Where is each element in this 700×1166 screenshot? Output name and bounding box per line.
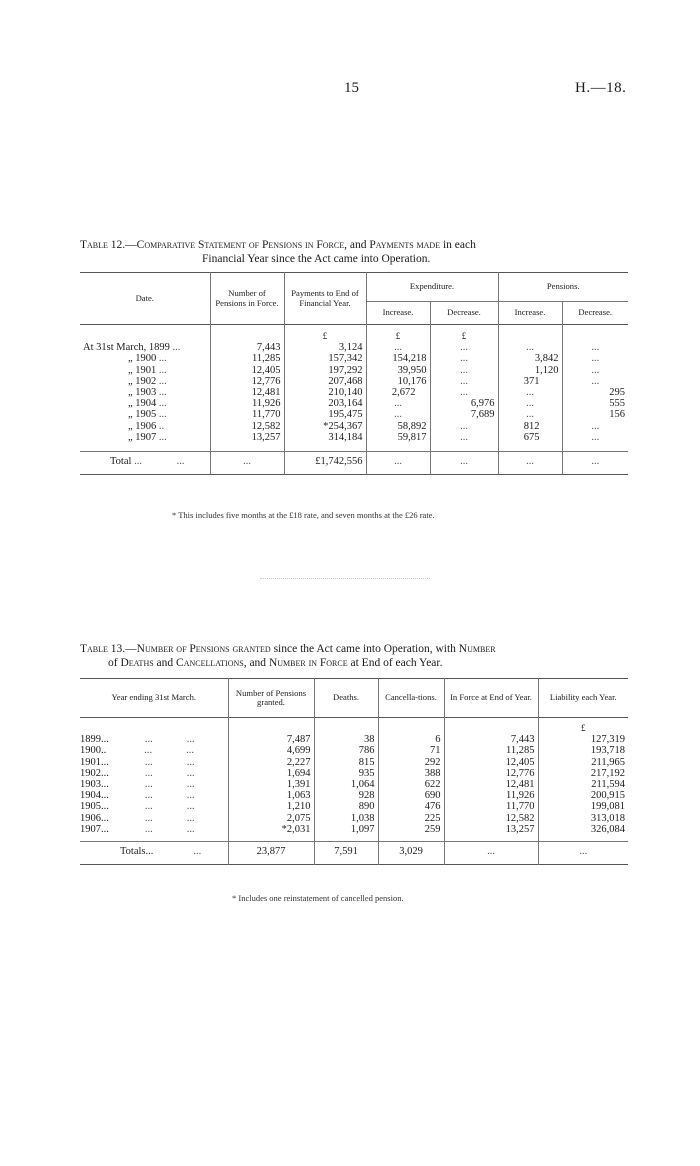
divider xyxy=(260,578,430,579)
table13-title-line2: of Deaths and Cancellations, and Number in Force at End of each Year. xyxy=(108,657,443,669)
table-row: 1903... ... ... 1,391 1,064 622 12,481 211,594 xyxy=(80,779,628,790)
table-row: 1905... ... ... 1,210 890 476 11,770 199,081 xyxy=(80,801,628,812)
table13-title: Table 13.—Number of Pensions granted since the Act came into Operation, with Number of Deaths and Cancellations, and Number in Force at End of each Year. xyxy=(80,642,640,670)
table13-header-cancellations: Cancella-tions. xyxy=(378,679,444,718)
table12-footnote: * This includes five months at the £18 rate, and seven months at the £26 rate. xyxy=(172,510,435,520)
table-row: „ 1903 ... 12,481 210,140 2,672 ... ... 295 xyxy=(80,387,628,398)
table-row: „ 1902 ... 12,776 207,468 10,176 ... 371 ... xyxy=(80,376,628,387)
table13-total-row: Totals... ... 23,877 7,591 3,029 ... ... xyxy=(80,842,628,865)
table12-header-pen-decrease: Decrease. xyxy=(562,302,628,325)
table12-header-pensions: Pensions. xyxy=(498,273,628,302)
table-row: „ 1901 ... 12,405 197,292 39,950 ... 1,120 ... xyxy=(80,365,628,376)
table13-unit-row: £ xyxy=(80,718,628,735)
table12-unit-row: £ £ £ xyxy=(80,325,628,343)
table-row: 1906... ... ... 2,075 1,038 225 12,582 313,018 xyxy=(80,813,628,824)
table-row: „ 1907 ... 13,257 314,184 59,817 ... 675 ... xyxy=(80,432,628,452)
document-reference: H.—18. xyxy=(575,80,627,96)
table12-header-number: Number of Pensions in Force. xyxy=(210,273,284,325)
table-row: 1900.. ... ... 4,699 786 71 11,285 193,718 xyxy=(80,745,628,756)
table-row: 1899... ... ... 7,487 38 6 7,443 127,319 xyxy=(80,734,628,745)
table12-header-pen-increase: Increase. xyxy=(498,302,562,325)
table12-header-payments: Payments to End of Financial Year. xyxy=(284,273,366,325)
table13-header-granted: Number of Pensions granted. xyxy=(228,679,314,718)
table12-title-line2: Financial Year since the Act came into Operation. xyxy=(202,253,431,265)
table-row: „ 1904 ... 11,926 203,164 ... 6,976 ... 555 xyxy=(80,398,628,409)
table-row: 1907... ... ... *2,031 1,097 259 13,257 326,084 xyxy=(80,824,628,842)
table-row: 1902... ... ... 1,694 935 388 12,776 217,192 xyxy=(80,768,628,779)
table-row: „ 1905 ... 11,770 195,475 ... 7,689 ... 156 xyxy=(80,409,628,420)
table12 xyxy=(80,272,628,475)
table12-title: Table 12.—Comparative Statement of Pensions in Force, and Payments made in each Financial Year since the Act came into Operation. xyxy=(80,238,640,266)
table13 xyxy=(80,678,628,865)
table-row: 1904... ... ... 1,063 928 690 11,926 200,915 xyxy=(80,790,628,801)
page-number: 15 xyxy=(344,80,359,96)
table13-footnote: * Includes one reinstatement of cancelled pension. xyxy=(232,893,404,903)
table12-title-prefix: Table 12.— xyxy=(80,239,137,251)
table12-total-row: Total ... ... ... £1,742,556 ... ... ... ... xyxy=(80,452,628,475)
table12-header-expenditure: Expenditure. xyxy=(366,273,498,302)
table13-header-liability: Liability each Year. xyxy=(538,679,628,718)
table12-header-exp-decrease: Decrease. xyxy=(430,302,498,325)
table12-header-exp-increase: Increase. xyxy=(366,302,430,325)
table13-header-in-force: In Force at End of Year. xyxy=(444,679,538,718)
table13-header-deaths: Deaths. xyxy=(314,679,378,718)
table-row: At 31st March, 1899 ... 7,443 3,124 ... ... ... ... xyxy=(80,342,628,353)
table13-header-year: Year ending 31st March. xyxy=(111,692,197,703)
table-row: 1901... ... ... 2,227 815 292 12,405 211,965 xyxy=(80,757,628,768)
table12-header-date: Date. xyxy=(135,292,154,303)
table-row: „ 1900 ... 11,285 157,342 154,218 ... 3,842 ... xyxy=(80,353,628,364)
table-row: „ 1906 .. 12,582 *254,367 58,892 ... 812 ... xyxy=(80,421,628,432)
